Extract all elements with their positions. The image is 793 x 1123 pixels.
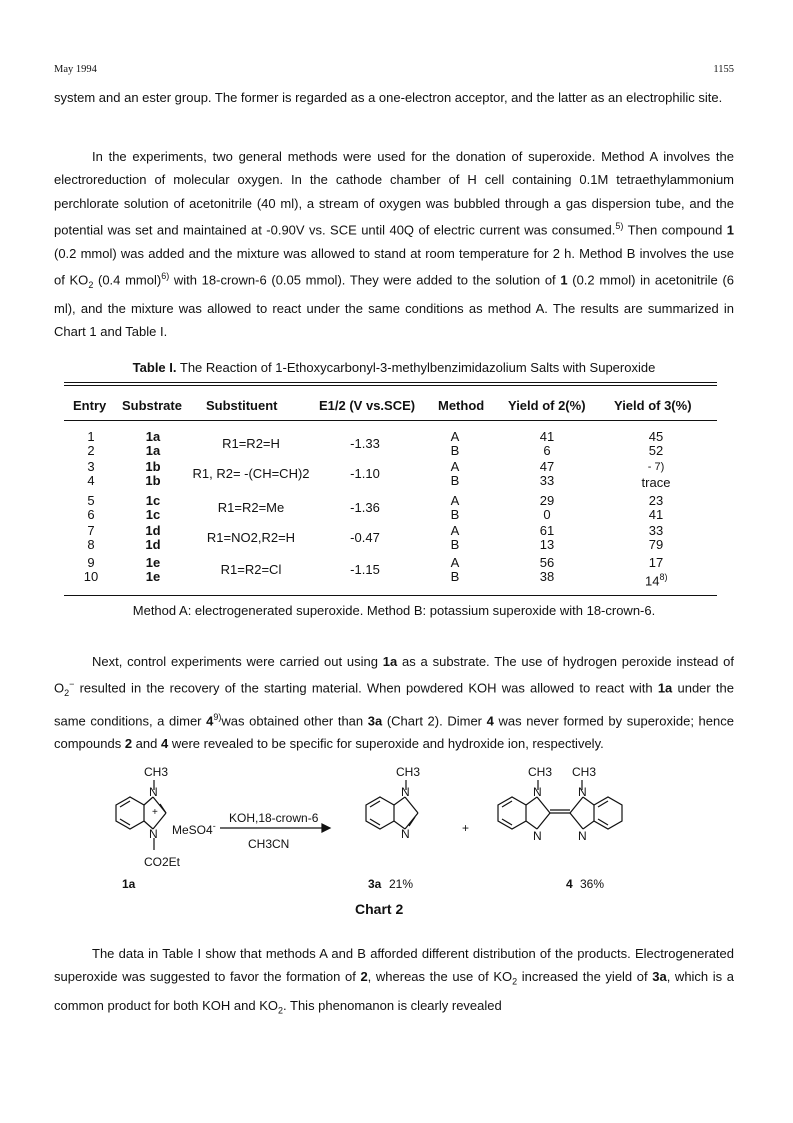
ref-8: 8)	[659, 572, 668, 582]
cell-entry: 2	[87, 443, 95, 458]
cell-yield2: 6	[543, 443, 551, 458]
col-header-e12: E1/2 (V vs.SCE)	[319, 398, 416, 413]
cell-substrate: 1e	[145, 555, 161, 570]
cell-entry: 5	[87, 493, 95, 508]
label-1a: 1a	[122, 877, 136, 891]
cell-method: A	[450, 555, 460, 570]
cell-substrate: 1c	[145, 507, 161, 522]
cell-substrate: 1d	[145, 523, 161, 538]
col-header-substituent: Substituent	[206, 398, 278, 413]
cell-method: A	[450, 459, 460, 474]
cell-yield3: 17	[648, 555, 664, 570]
col-header-yield3: Yield of 3(%)	[614, 398, 692, 413]
page-number: 1155	[713, 64, 734, 75]
cell-yield2: 13	[539, 537, 555, 552]
1a-n1: N	[149, 827, 158, 841]
cell-yield3: trace	[641, 475, 671, 490]
paragraph-3: Next, control experiments were carried out using 1a as a substrate. The use of hydrogen peroxide instead of $O_2^-$ resulted in the recovery of the starting material. When powdered KOH was allowed to react with 1a under the same conditions, a dimer 4$^{9)}$was obtained other than 3a (Chart 2). Dimer 4 was never formed by superoxide; hence compounds 2 and 4 were revealed to be specific for superoxide and hydroxide ion, respectively.	[54, 654, 735, 752]
cell-yield3: 14$^{8)}$	[645, 572, 668, 589]
cell-substrate: 1b	[145, 459, 161, 474]
plus-sign: +	[462, 821, 470, 835]
3a-n1: N	[401, 785, 410, 799]
cell-entry: 7	[87, 523, 95, 538]
cell-yield3: 23	[648, 493, 664, 508]
cell-yield3: 79	[648, 537, 664, 552]
cell-method: B	[450, 507, 460, 522]
yield-4: 36%	[580, 877, 605, 891]
cell-yield3: 45	[648, 429, 664, 444]
cell-substrate: 1b	[145, 473, 161, 488]
cell-entry: 4	[87, 473, 95, 488]
4-n-d: N	[578, 829, 587, 843]
table-caption: Table I. The Reaction of 1-Ethoxycarbonyl-3-methylbenzimidazolium Salts with Superoxide	[132, 360, 656, 375]
cell-yield3: 52	[648, 443, 664, 458]
cell-substituent: R1, R2= -(CH=CH)2	[192, 466, 310, 481]
paragraph-1: system and an ester group. The former is regarded as a one-electron acceptor, and the latter as an electrophilic site.	[54, 90, 723, 105]
cell-yield2: 41	[539, 429, 555, 444]
cell-yield2: 29	[539, 493, 555, 508]
cell-substituent: R1=R2=Me	[217, 500, 285, 515]
cell-e12: -1.10	[350, 466, 380, 481]
4-n-a: N	[533, 785, 542, 799]
ref-6: 6)	[161, 270, 170, 281]
ref-9: 9)	[213, 711, 222, 722]
yield-3a: 21%	[389, 877, 414, 891]
cell-method: B	[450, 443, 460, 458]
cell-entry: 6	[87, 507, 95, 522]
cell-entry: 9	[87, 555, 95, 570]
cell-method: A	[450, 493, 460, 508]
4-ch3-left: CH3	[528, 765, 553, 779]
reagent-top: KOH,18-crown-6	[229, 811, 319, 825]
cell-entry: 8	[87, 537, 95, 552]
ref-5: 5)	[615, 220, 624, 231]
cell-method: B	[450, 473, 460, 488]
cell-yield3: 33	[648, 523, 664, 538]
cell-method: B	[450, 537, 460, 552]
chart-2-title: Chart 2	[355, 901, 404, 917]
cell-method: A	[450, 429, 460, 444]
cell-e12: -1.15	[350, 562, 380, 577]
cell-method: A	[450, 523, 460, 538]
4-n-b: N	[578, 785, 587, 799]
cell-substituent: R1=R2=H	[222, 436, 280, 451]
col-header-entry: Entry	[73, 398, 107, 413]
counterion: MeSO4-	[172, 821, 216, 837]
journal-date: May 1994	[54, 64, 97, 75]
col-header-yield2: Yield of 2(%)	[508, 398, 586, 413]
reagent-bottom: CH3CN	[248, 837, 290, 851]
cell-yield2: 33	[539, 473, 555, 488]
3a-ch3: CH3	[396, 765, 421, 779]
paragraph-2: In the experiments, two general methods were used for the donation of superoxide. Method A involves the electroreduction of molecular oxygen. In the cathode chamber of H cell containing 0.1M tetraethylammonium perchlorate solution of acetonitrile (40 ml), a stream of oxygen was bubbled through a gas dispersion tube, and the potential was set and maintained at -0.90V vs. SCE until 40Q of electric current was consumed.$^{5)}$ Then compound 1 (0.2 mmol) was added and the mixture was allowed to stand at room temperature for 2 h. Method B involves the use of $KO_2$ (0.4 mmol)$^{6)}$ with 18-crown-6 (0.05 mmol). They were added to the solution of 1 (0.2 mmol) in acetonitrile (6 ml), and the mixture was allowed to react under the same conditions as method A. The results are summarized in Chart 1 and Table I.	[54, 149, 734, 340]
cell-e12: -0.47	[350, 530, 380, 545]
cell-yield3: 41	[648, 507, 664, 522]
label-3a: 3a	[368, 877, 382, 891]
cell-e12: -1.33	[350, 436, 380, 451]
cell-yield2: 47	[539, 459, 555, 474]
cell-substrate: 1a	[145, 429, 161, 444]
structure-3a	[366, 780, 418, 829]
cell-entry: 1	[87, 429, 95, 444]
structure-1a	[116, 780, 166, 850]
cell-entry: 10	[83, 569, 99, 584]
col-header-substrate: Substrate	[122, 398, 182, 413]
cell-substrate: 1a	[145, 443, 161, 458]
cell-method: B	[450, 569, 460, 584]
label-4: 4	[566, 877, 573, 891]
1a-ch3: CH3	[144, 765, 169, 779]
paragraph-4: The data in Table I show that methods A and B afforded different distribution of the products. Electrogenerated superoxide was suggested to favor the formation of 2, whereas the use of $KO_2$ increased the yield of 3a, which is a common product for both KOH and $KO_2$. This phenomanon is clearly revealed	[54, 946, 735, 1016]
4-ch3-right: CH3	[572, 765, 597, 779]
cell-e12: -1.36	[350, 500, 380, 515]
cell-yield2: 38	[539, 569, 555, 584]
cell-yield3: - 7)	[647, 461, 665, 473]
cell-yield2: 61	[539, 523, 555, 538]
cell-substrate: 1c	[145, 493, 161, 508]
table-footnote: Method A: electrogenerated superoxide. Method B: potassium superoxide with 18-crown-6.	[132, 603, 656, 618]
structure-4	[498, 780, 622, 829]
1a-co2et: CO2Et	[144, 855, 181, 869]
cell-substrate: 1e	[145, 569, 161, 584]
cell-yield2: 0	[543, 507, 551, 522]
4-n-c: N	[533, 829, 542, 843]
1a-n3: N	[149, 785, 158, 799]
cell-entry: 3	[87, 459, 95, 474]
cell-substrate: 1d	[145, 537, 161, 552]
3a-n3: N	[401, 827, 410, 841]
cell-yield2: 56	[539, 555, 555, 570]
1a-charge: +	[152, 807, 158, 818]
col-header-method: Method	[438, 398, 485, 413]
cell-substituent: R1=R2=Cl	[220, 562, 282, 577]
cell-substituent: R1=NO2,R2=H	[206, 530, 296, 545]
